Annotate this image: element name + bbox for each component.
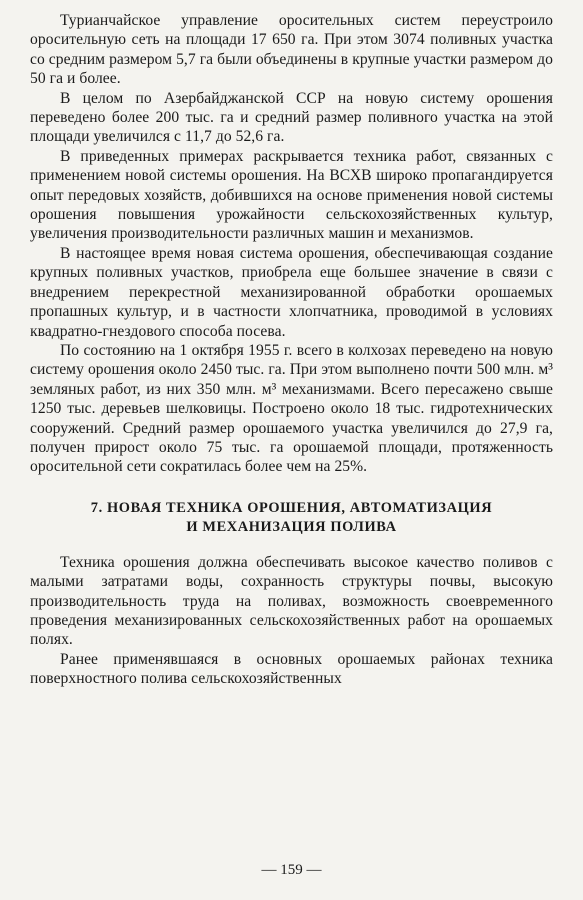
paragraph-turianchay: Турианчайское управление оросительных систем переустроило оросительную сеть на площади 17 650 га. При этом 3074 поливных участка со средним размером 5,7 га были объединены в крупные участки размером до 50 га и более.	[30, 12, 553, 88]
paragraph-present-time: В настоящее время новая система орошения, обеспечивающая создание крупных поливных участков, приобрела еще большее значение в связи с внедрением перекрестной механизированной обработки орошаемых пропашных культур, и в частности хлопчатника, проводимой в условиях квадратно-гнездового способа посева.	[30, 244, 553, 340]
paragraph-statistics: По состоянию на 1 октября 1955 г. всего в колхозах переведено на новую систему орошения около 2450 тыс. га. При этом выполнено почти 500 млн. м³ земляных работ, из них 350 млн. м³ механизмами. Всего пересажено свыше 1250 тыс. деревьев шелковицы. Построено около 18 тыс. гидротехнических сооружений. Средний размер орошаемого участка увеличился до 27,9 га, получен прирост около 75 тыс. га орошаемой площади, протяженность оросительной сети сократилась более чем на 25%.	[30, 341, 553, 476]
section-heading-line1: 7. НОВАЯ ТЕХНИКА ОРОШЕНИЯ, АВТОМАТИЗАЦИЯ	[90, 499, 493, 516]
paragraph-surface-irrigation: Ранее применявшаяся в основных орошаемых районах техника поверхностного полива сельскохозяйственных	[30, 650, 553, 688]
paragraph-examples: В приведенных примерах раскрывается техника работ, связанных с применением новой системы орошения. На ВСХВ широко пропагандируется опыт передовых хозяйств, добившихся на основе применения новой системы орошения повышения урожайности сельскохозяйственных культур, увеличения производительности различных машин и механизмов.	[30, 147, 553, 243]
paragraph-irrigation-technique: Техника орошения должна обеспечивать высокое качество поливов с малыми затратами воды, сохранность структуры почвы, высокую производительность труда на поливах, возможность своевременного проведения механизированных сельскохозяйственных работ на орошаемых полях.	[30, 553, 553, 649]
page-body	[30, 11, 553, 689]
paragraph-azerbaijan: В целом по Азербайджанской ССР на новую систему орошения переведено более 200 тыс. га и средний размер поливного участка на этой площади увеличился с 11,7 до 52,6 га.	[30, 89, 553, 146]
section-heading-line2: И МЕХАНИЗАЦИЯ ПОЛИВА	[186, 518, 397, 535]
page-number: — 159 —	[261, 862, 322, 878]
section-heading	[30, 499, 553, 537]
